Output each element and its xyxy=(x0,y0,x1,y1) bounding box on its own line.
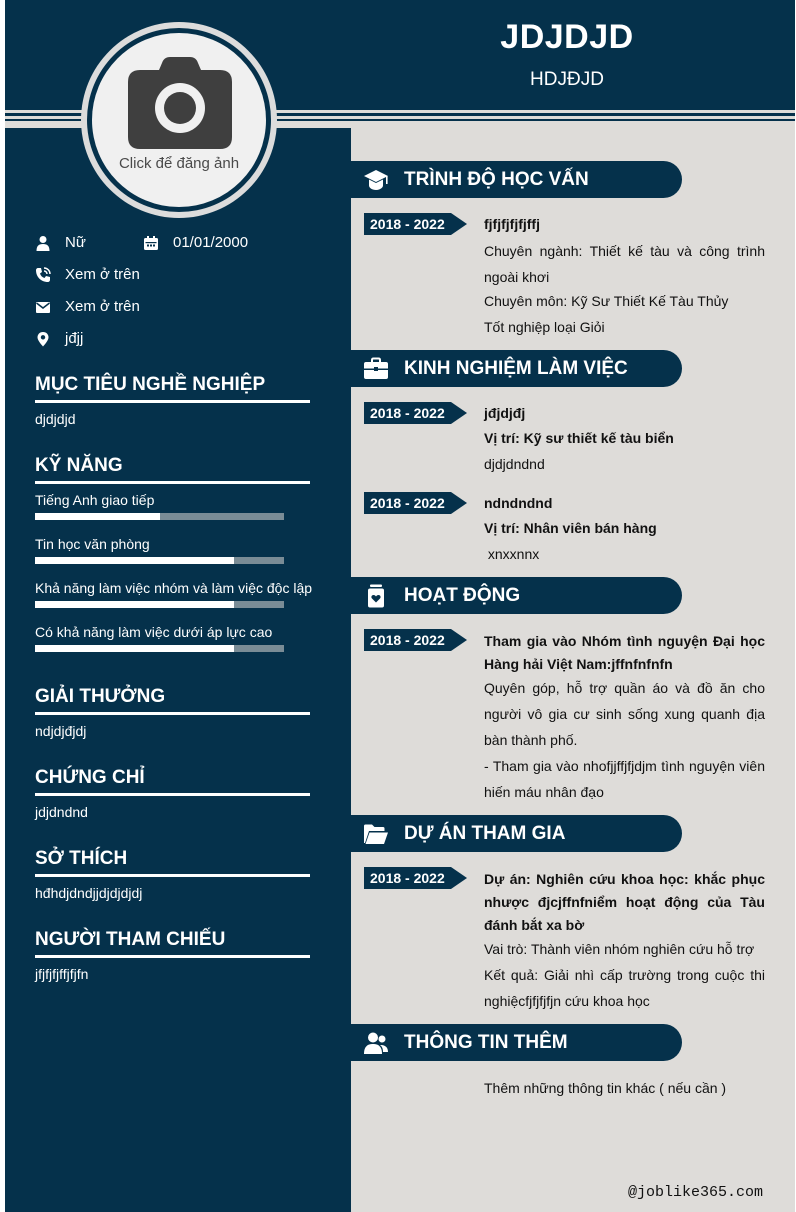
activities-description[interactable]: - Tham gia vào nhofjjffjfjdjm tình nguyện viên hiến máu nhân đạo xyxy=(484,758,765,800)
resume-page xyxy=(5,0,795,1212)
phone-value: Xem ở trên xyxy=(65,266,140,283)
activities-header xyxy=(351,577,682,614)
date-text: 2018 - 2022 xyxy=(370,495,445,511)
skill-bar-fill xyxy=(35,601,234,608)
objective-title: MỤC TIÊU NGHỀ NGHIỆP xyxy=(35,374,310,403)
users-icon xyxy=(363,1030,389,1056)
date-text: 2018 - 2022 xyxy=(370,632,445,648)
skills-title: KỸ NĂNG xyxy=(35,455,310,484)
education-title: TRÌNH ĐỘ HỌC VẤN xyxy=(404,169,589,190)
contact-gender[interactable] xyxy=(35,234,86,251)
contact-birthday[interactable] xyxy=(143,234,248,251)
education-grade[interactable]: Tốt nghiệp loại Giỏi xyxy=(484,319,605,335)
education-header xyxy=(351,161,682,198)
project-name[interactable]: Dự án: Nghiên cứu khoa học: khắc phục nhược đjcjffnfniểm hoạt động của Tàu đánh bắt xa bờ xyxy=(484,871,765,933)
education-subject[interactable]: Chuyên môn: Kỹ Sư Thiết Kế Tàu Thủy xyxy=(484,293,729,309)
experience-position[interactable]: Vị trí: Nhân viên bán hàng xyxy=(484,520,657,536)
date-text: 2018 - 2022 xyxy=(370,216,445,232)
envelope-icon xyxy=(35,299,51,315)
experience-date[interactable] xyxy=(364,402,469,424)
education-major[interactable]: Chuyên ngành: Thiết kế tàu và công trình ngoài khơi xyxy=(484,243,765,285)
activities-title: HOẠT ĐỘNG xyxy=(404,585,521,606)
experience-title: KINH NGHIỆM LÀM VIỆC xyxy=(404,358,628,379)
sidebar xyxy=(5,128,351,1212)
camera-icon xyxy=(128,57,232,149)
activities-date[interactable] xyxy=(364,629,469,651)
skill-bar xyxy=(35,557,284,564)
experience-position[interactable]: Vị trí: Kỹ sư thiết kế tàu biển xyxy=(484,430,674,446)
contact-email[interactable] xyxy=(35,298,140,315)
objective-text[interactable]: djdjdjd xyxy=(35,411,76,427)
project-result[interactable]: Kết quả: Giải nhì cấp trường trong cuộc thi nghiệcfjfjfjfjn cứu khoa học xyxy=(484,967,765,1009)
references-title: NGƯỜI THAM CHIẾU xyxy=(35,929,310,958)
location-pin-icon xyxy=(35,331,51,347)
calendar-icon xyxy=(143,235,159,251)
experience-description[interactable]: xnxxnnx xyxy=(484,546,540,562)
date-text: 2018 - 2022 xyxy=(370,870,445,886)
additional-title: THÔNG TIN THÊM xyxy=(404,1032,568,1053)
additional-text[interactable]: Thêm những thông tin khác ( nếu cần ) xyxy=(484,1080,727,1096)
skill-label[interactable]: Tin học văn phòng xyxy=(35,536,150,552)
contact-phone[interactable] xyxy=(35,266,140,283)
experience-company[interactable]: jđjdjđj xyxy=(484,405,526,421)
skill-bar-fill xyxy=(35,513,160,520)
skill-bar xyxy=(35,601,284,608)
skill-bar xyxy=(35,513,284,520)
skill-label[interactable]: Tiếng Anh giao tiếp xyxy=(35,492,155,508)
project-role[interactable]: Vai trò: Thành viên nhóm nghiên cứu hỗ trợ xyxy=(484,941,755,957)
job-title[interactable]: HDJĐJD xyxy=(530,69,604,90)
briefcase-icon xyxy=(363,356,389,382)
folder-open-icon xyxy=(363,821,389,847)
experience-header xyxy=(351,350,682,387)
projects-header xyxy=(351,815,682,852)
hobbies-text[interactable]: hđhdjdndjjdjdjdjdj xyxy=(35,885,143,901)
address-value: jđjj xyxy=(65,330,84,347)
hobbies-title: SỞ THÍCH xyxy=(35,848,310,877)
contact-address[interactable] xyxy=(35,330,83,347)
person-icon xyxy=(35,235,51,251)
birthday-value: 01/01/2000 xyxy=(173,234,249,251)
phone-icon xyxy=(35,267,51,283)
awards-text[interactable]: ndjdjđjdj xyxy=(35,723,87,739)
skill-label[interactable]: Có khả năng làm việc dưới áp lực cao xyxy=(35,624,273,640)
education-date[interactable] xyxy=(364,213,469,235)
projects-title: DỰ ÁN THAM GIA xyxy=(404,823,566,844)
certificates-title: CHỨNG CHỈ xyxy=(35,767,310,796)
skill-bar-fill xyxy=(35,645,234,652)
date-text: 2018 - 2022 xyxy=(370,405,445,421)
email-value: Xem ở trên xyxy=(65,298,140,315)
skill-bar xyxy=(35,645,284,652)
experience-company[interactable]: ndndndnd xyxy=(484,495,553,511)
avatar-upload[interactable] xyxy=(92,33,266,207)
skill-bar-fill xyxy=(35,557,234,564)
activities-organization[interactable]: Tham gia vào Nhóm tình nguyện Đại học Hàng hải Việt Nam:jffnfnfnfn xyxy=(484,633,765,672)
activities-description[interactable]: Quyên góp, hỗ trợ quần áo và đồ ăn cho người vô gia cư sinh sống xung quanh địa bàn thành phố. xyxy=(484,680,765,748)
graduation-cap-icon xyxy=(363,167,389,193)
awards-title: GIẢI THƯỞNG xyxy=(35,686,310,715)
experience-description[interactable]: djdjdndnd xyxy=(484,456,545,472)
education-school[interactable]: fjfjfjfjfjffj xyxy=(484,216,540,232)
projects-date[interactable] xyxy=(364,867,469,889)
additional-header xyxy=(351,1024,682,1061)
candidate-name[interactable]: JDJDJD xyxy=(500,18,634,56)
watermark: @joblike365.com xyxy=(628,1184,764,1201)
certificates-text[interactable]: jdjdndnd xyxy=(35,804,88,820)
experience-date[interactable] xyxy=(364,492,469,514)
donation-jar-icon xyxy=(363,583,389,609)
gender-value: Nữ xyxy=(65,234,86,251)
references-text[interactable]: jfjfjfjffjfjfn xyxy=(35,966,89,982)
avatar-caption: Click để đăng ảnh xyxy=(118,155,240,172)
skill-label[interactable]: Khả năng làm việc nhóm và làm việc độc lập xyxy=(35,580,313,596)
